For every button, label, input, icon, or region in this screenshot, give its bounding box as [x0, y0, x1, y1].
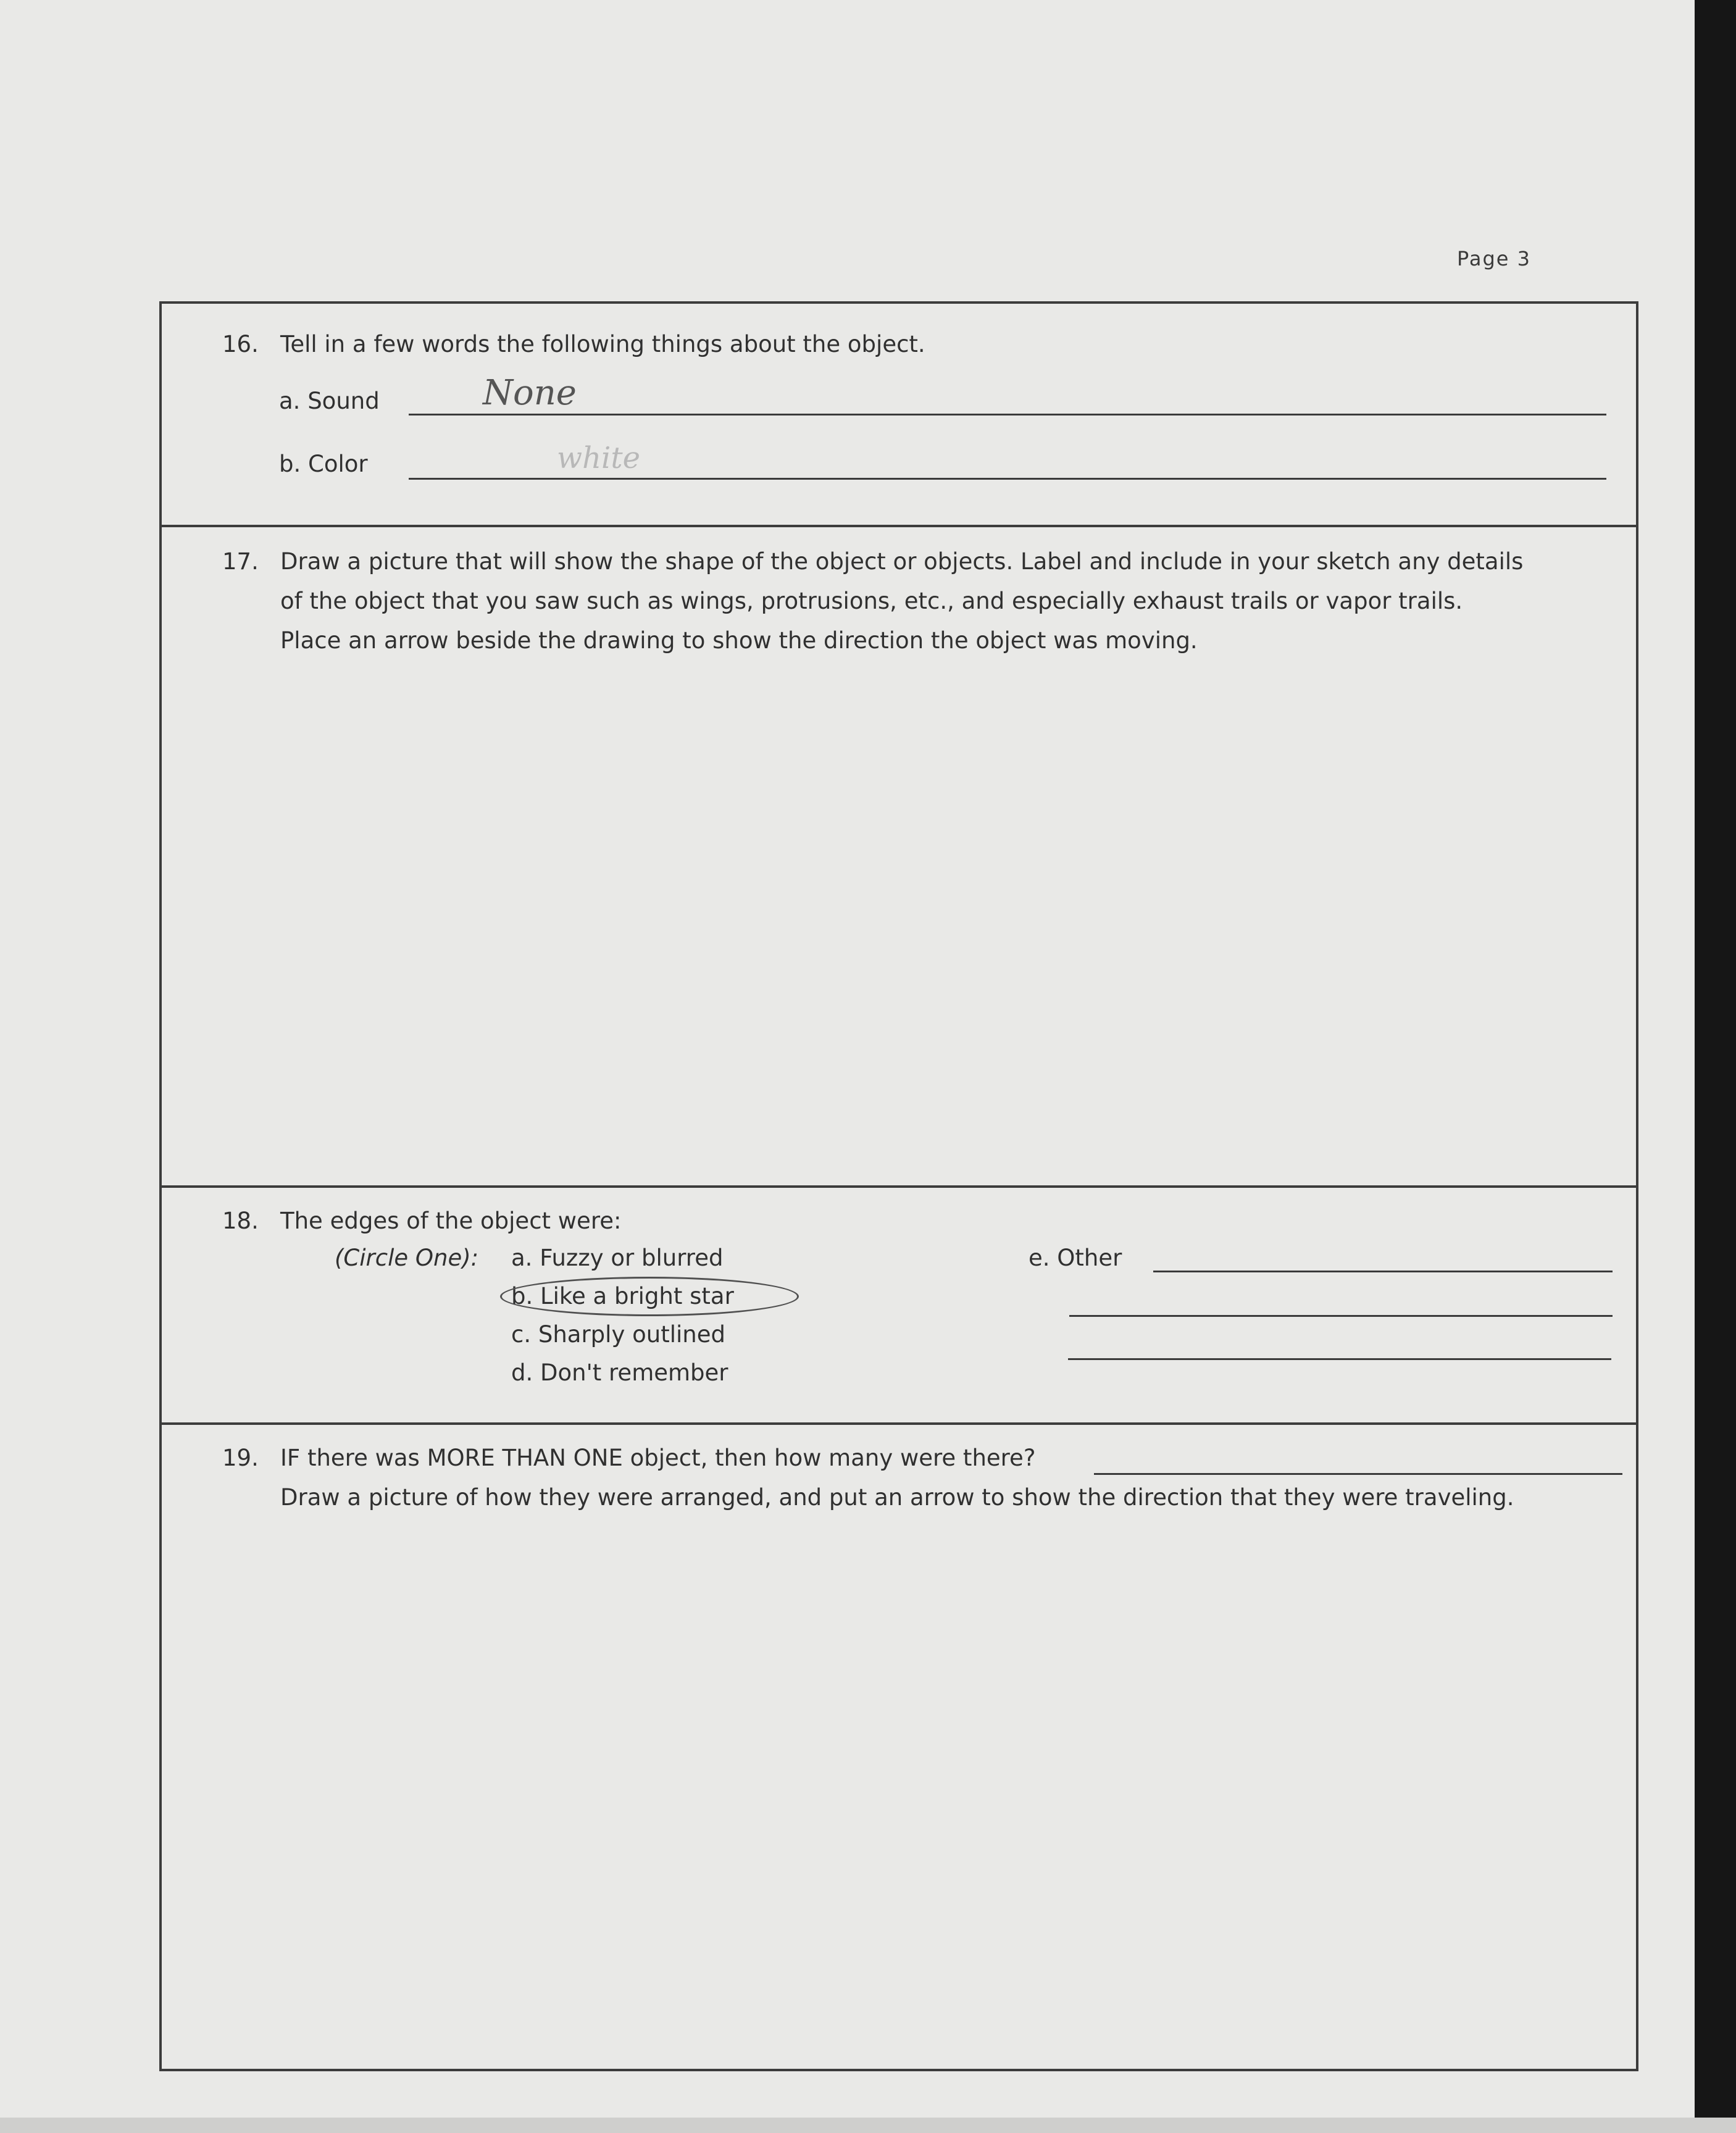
question-18-prompt: The edges of the object were: [280, 1208, 622, 1234]
scan-dark-edge [1695, 0, 1736, 2133]
question-19-line-2: Draw a picture of how they were arranged, and put an arrow to show the direction that they were traveling. [280, 1484, 1514, 1511]
circle-one-instruction: (Circle One): [335, 1245, 479, 1271]
color-answer-handwriting: white [557, 441, 641, 475]
question-17-line-2: of the object that you saw such as wings, protrusions, etc., and especially exhaust trails or vapor trails. [280, 588, 1463, 614]
question-17-line-1: Draw a picture that will show the shape of the object or objects. Label and include in your sketch any details [280, 548, 1524, 575]
page-number: Page 3 [1457, 247, 1531, 270]
scan-bottom-edge [0, 2118, 1736, 2133]
questionnaire-frame [159, 301, 1638, 2071]
question-17-drawing-area[interactable] [162, 668, 1636, 1483]
question-19-number: 19. [222, 1445, 259, 1471]
question-16-prompt: Tell in a few words the following things about the object. [280, 331, 925, 357]
option-c-sharp[interactable]: c. Sharply outlined [511, 1321, 725, 1348]
option-a-fuzzy[interactable]: a. Fuzzy or blurred [511, 1245, 724, 1271]
divider-17-18 [162, 1185, 1636, 1188]
color-answer-line[interactable] [409, 478, 1606, 480]
other-line-1[interactable] [1153, 1271, 1613, 1272]
color-label: b. Color [279, 451, 368, 477]
question-19-drawing-area[interactable] [162, 1526, 1636, 2057]
other-line-2[interactable] [1069, 1315, 1613, 1317]
divider-18-19 [162, 1422, 1636, 1425]
divider-16-17 [162, 525, 1636, 527]
sound-answer-line[interactable] [409, 414, 1606, 415]
question-17-number: 17. [222, 548, 259, 575]
object-count-line[interactable] [1094, 1473, 1622, 1475]
option-e-other[interactable]: e. Other [1029, 1245, 1122, 1271]
option-d-dont-remember[interactable]: d. Don't remember [511, 1359, 728, 1386]
question-16-number: 16. [222, 331, 259, 357]
option-b-bright-star[interactable]: b. Like a bright star [511, 1283, 734, 1309]
sound-label: a. Sound [279, 388, 380, 414]
question-17-line-3: Place an arrow beside the drawing to show the direction the object was moving. [280, 627, 1198, 654]
sound-answer-handwriting: None [483, 373, 577, 413]
question-19-line-1: IF there was MORE THAN ONE object, then how many were there? [280, 1445, 1036, 1471]
other-line-3[interactable] [1068, 1358, 1611, 1360]
circled-answer-mark [500, 1277, 799, 1316]
question-18-number: 18. [222, 1208, 259, 1234]
